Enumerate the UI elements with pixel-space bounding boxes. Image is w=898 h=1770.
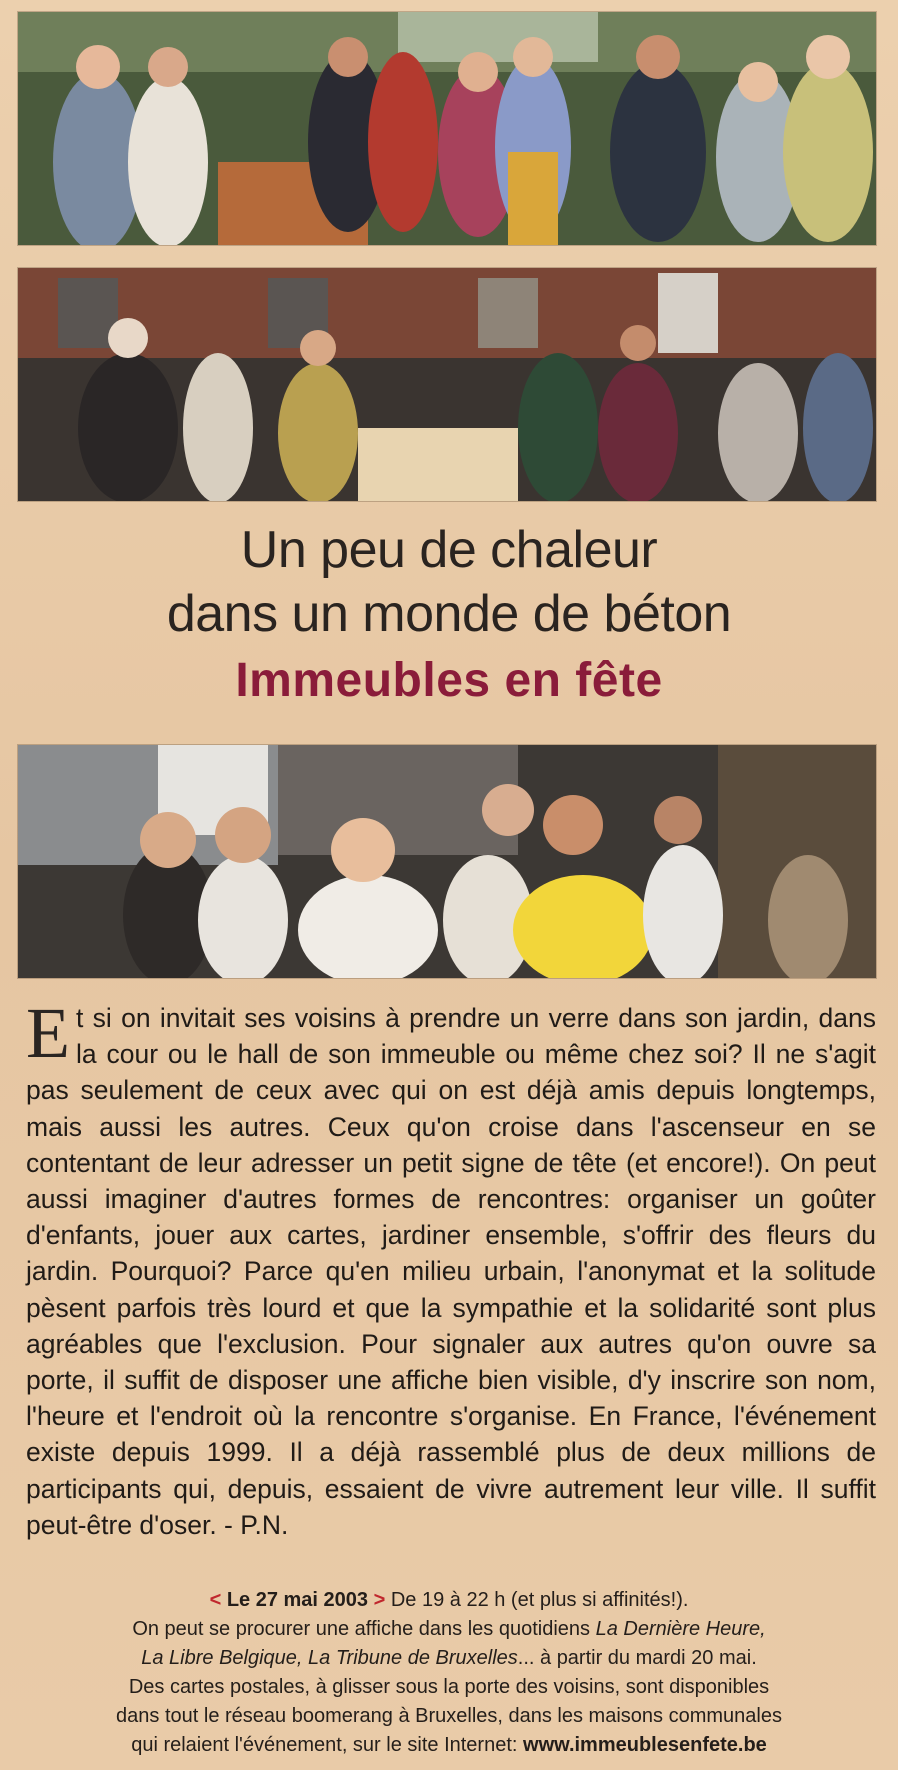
event-hours: De 19 à 22 h (et plus si affinités!). <box>390 1589 689 1611</box>
info-line-3-text: ... à partir du mardi 20 mai. <box>517 1647 757 1669</box>
info-line-2-text: On peut se procurer une affiche dans les quotidiens <box>132 1618 591 1640</box>
headline-line-2: dans un monde de béton <box>166 585 732 643</box>
photo-neighbours-gathering <box>18 12 876 245</box>
photo-smiling-group <box>18 745 876 978</box>
headline-title: Immeubles en fête <box>235 654 663 707</box>
headline-line-1: Un peu de chaleur <box>240 521 658 579</box>
event-date-line <box>26 1586 872 1615</box>
info-line-6 <box>26 1731 872 1760</box>
event-date: Le 27 mai 2003 <box>226 1589 369 1611</box>
event-info <box>26 1586 872 1760</box>
info-line-4: Des cartes postales, à glisser sous la porte des voisins, sont disponibles <box>128 1676 770 1698</box>
article-body <box>26 993 876 1543</box>
arrow-right-icon: > <box>373 1589 386 1611</box>
paper-dh: La Dernière Heure, <box>595 1618 766 1640</box>
paper-llb-tdb: La Libre Belgique, La Tribune de Bruxelles <box>141 1647 518 1669</box>
info-line-3 <box>26 1644 872 1673</box>
headline <box>0 518 898 712</box>
info-line-6-text: qui relaient l'événement, sur le site Internet: <box>131 1734 518 1756</box>
arrow-left-icon: < <box>209 1589 222 1611</box>
article-text: t si on invitait ses voisins à prendre un verre dans son jardin, dans la cour ou le hall de son immeuble ou même chez soi? Il ne s'agit pas seulement de ceux avec qui on est déjà amis depuis longtemps, mais aussi les autres. Ceux qu'on croise dans l'ascenseur en se contentant de leur adresser un petit signe de tête (et encore!). On peut aussi imaginer d'autres formes de rencontres: organiser un goûter d'enfants, jouer aux cartes, jardiner ensemble, s'offrir des fleurs du jardin. Pourquoi? Parce qu'en milieu urbain, l'anonymat et la solitude pèsent parfois très lourd et que la sympathie et la solidarité sont plus agréables que l'exclusion. Pour signaler aux autres qu'on ouvre sa porte, il suffit de disposer une affiche bien visible, d'y inscrire son nom, l'heure et l'endroit où la rencontre s'organise. En France, l'événement existe depuis 1999. Il a déjà rassemblé plus de deux millions de participants qui, depuis, essaient de vivre autrement leur ville. Il suffit peut-être d'oser. - P.N. <box>26 1003 876 1540</box>
info-line-5: dans tout le réseau boomerang à Bruxelles, dans les maisons communales <box>116 1705 782 1727</box>
website-link[interactable]: www.immeublesenfete.be <box>523 1734 767 1756</box>
info-line-2 <box>26 1615 872 1644</box>
article-dropcap: E <box>26 993 70 1073</box>
photo-street-party-tables <box>18 268 876 501</box>
